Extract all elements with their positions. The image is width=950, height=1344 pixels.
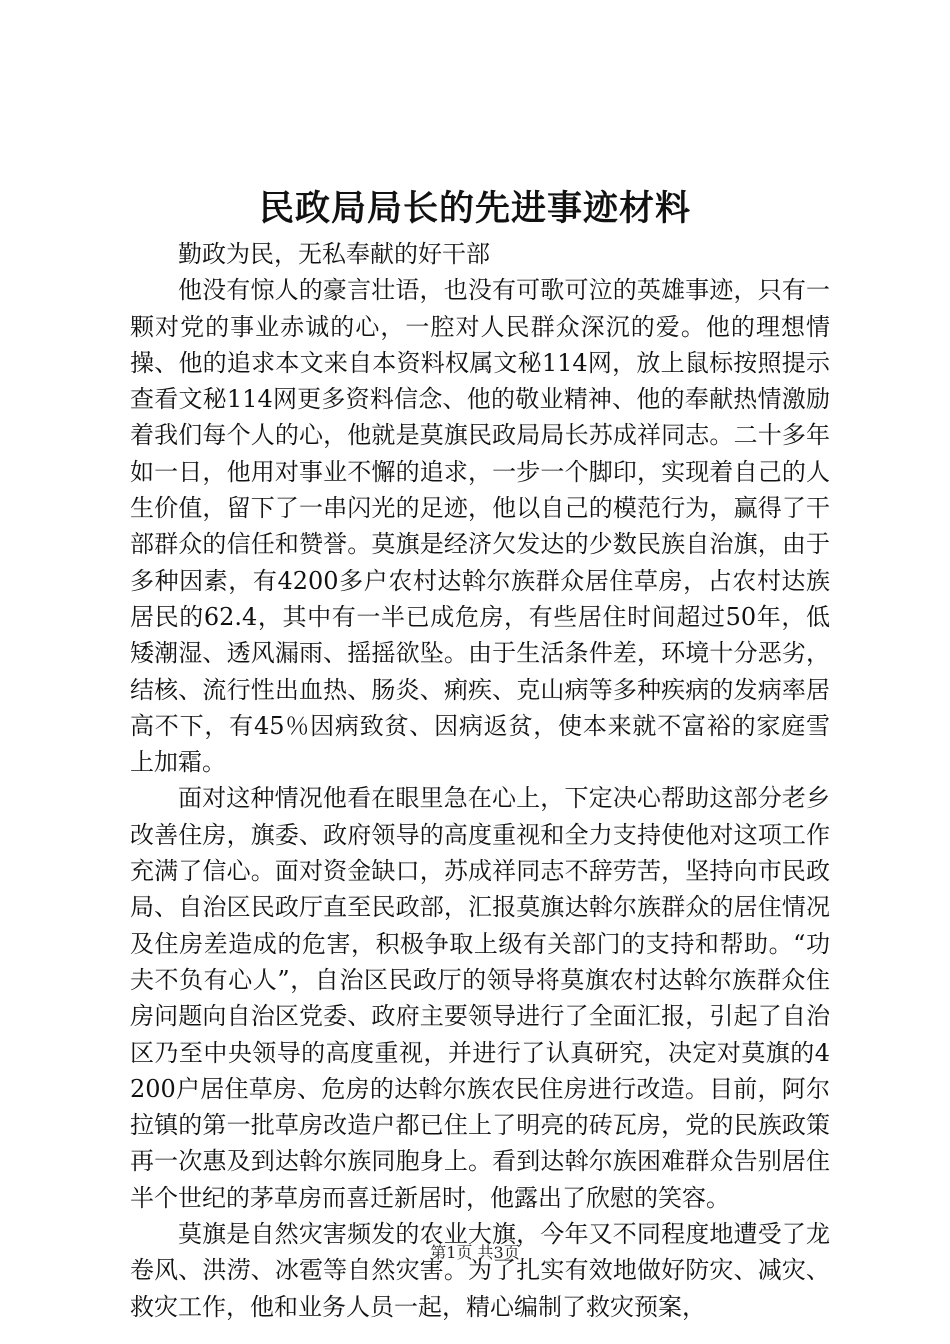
document-body xyxy=(130,236,830,1325)
paragraph-subtitle: 勤政为民，无私奉献的好干部 xyxy=(178,240,490,268)
page-footer: 第1页 共3页 xyxy=(430,1243,520,1262)
document-title: 民政局局长的先进事迹材料 xyxy=(258,188,691,229)
paragraph-1: 他没有惊人的豪言壮语，也没有可歌可泣的英雄事迹，只有一颗对党的事业赤诚的心，一腔对人民群众深沉的爱。他的理想情操、他的追求本文来自本资料权属文秘114网，放上鼠标按照提示查看文秘114网更多资料信念、他的敬业精神、他的奉献热情激励着我们每个人的心，他就是莫旗民政局局长苏成祥同志。二十多年如一日，他用对事业不懈的追求，一步一个脚印，实现着自己的人生价值，留下了一串闪光的足迹，他以自己的模范行为，赢得了干部群众的信任和赞誉。莫旗是经济欠发达的少数民族自治旗，由于多种因素，有4200多户农村达斡尔族群众居住草房，占农村达族居民的62.4，其中有一半已成危房，有些居住时间超过50年，低矮潮湿、透风漏雨、摇摇欲坠。由于生活条件差，环境十分恶劣，结核、流行性出血热、肠炎、痢疾、克山病等多种疾病的发病率居高不下，有45％因病致贫、因病返贫，使本来就不富裕的家庭雪上加霜。 xyxy=(130,276,830,777)
paragraph-3: 莫旗是自然灾害频发的农业大旗，今年又不同程度地遭受了龙卷风、洪涝、冰雹等自然灾害。为了扎实有效地做好防灾、减灾、救灾工作，他和业务人员一起，精心编制了救灾预案， xyxy=(130,1220,830,1321)
paragraph-2: 面对这种情况他看在眼里急在心上，下定决心帮助这部分老乡改善住房，旗委、政府领导的高度重视和全力支持使他对这项工作充满了信心。面对资金缺口，苏成祥同志不辞劳苦，坚持向市民政局、自治区民政厅直至民政部，汇报莫旗达斡尔族群众的居住情况及住房差造成的危害，积极争取上级有关部门的支持和帮助。“功夫不负有心人”，自治区民政厅的领导将莫旗农村达斡尔族群众住房问题向自治区党委、政府主要领导进行了全面汇报，引起了自治区乃至中央领导的高度重视，并进行了认真研究，决定对莫旗的4200户居住草房、危房的达斡尔族农民住房进行改造。目前，阿尔拉镇的第一批草房改造户都已住上了明亮的砖瓦房，党的民族政策再一次惠及到达斡尔族同胞身上。看到达斡尔族困难群众告别居住半个世纪的茅草房而喜迁新居时，他露出了欣慰的笑容。 xyxy=(130,784,830,1212)
